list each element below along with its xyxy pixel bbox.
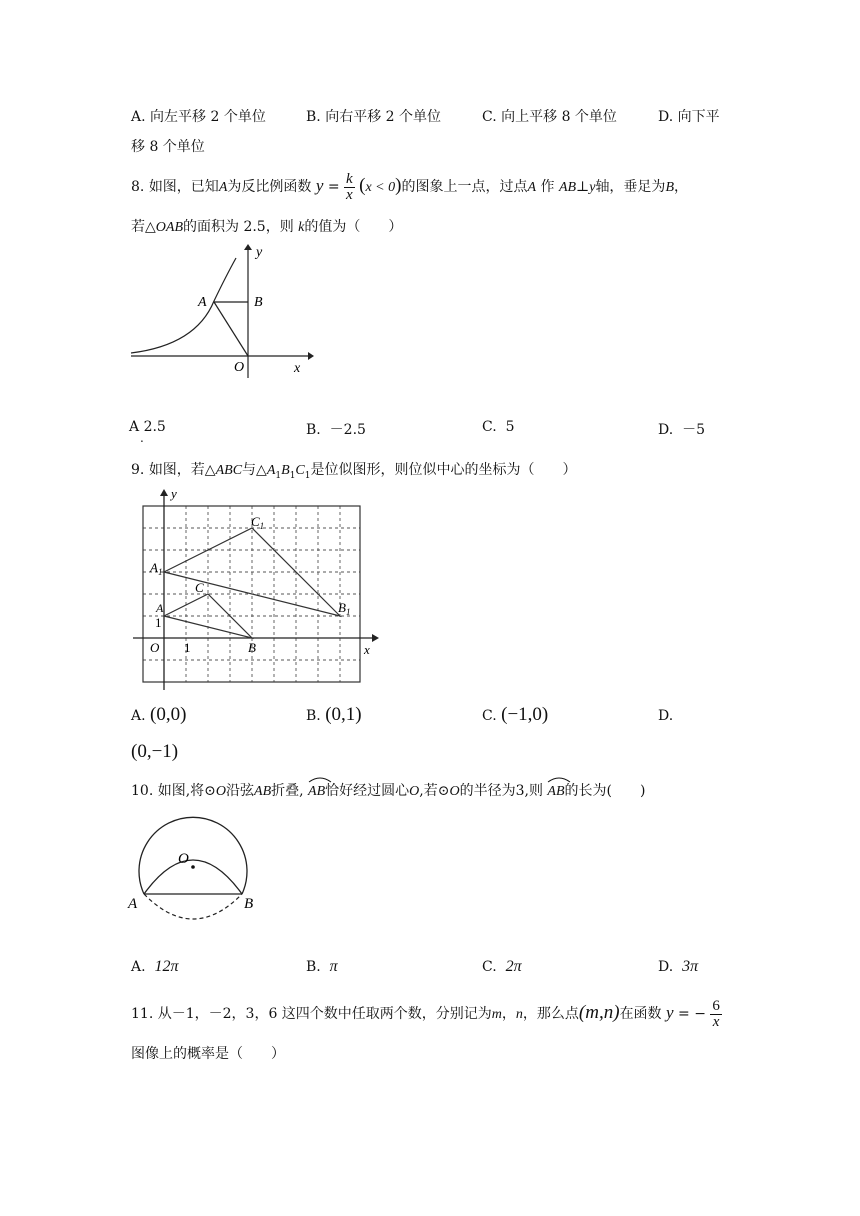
q9-label-c1: $C_1$ bbox=[251, 514, 265, 531]
q9-label-o: O bbox=[150, 640, 160, 655]
q8-hyperbola-curve bbox=[131, 258, 236, 353]
q9-label-one-x: 1 bbox=[184, 640, 191, 655]
q7-option-b: B. 向右平移 2 个单位 bbox=[306, 109, 442, 125]
q8-label-o: O bbox=[234, 360, 245, 375]
q10-arc-ab-2: AB bbox=[547, 780, 564, 803]
q11-stem-line2: 图像上的概率是（ ） bbox=[131, 1046, 285, 1062]
q9-figure bbox=[128, 484, 388, 696]
q9-y-arrow bbox=[160, 489, 168, 496]
q8-stem-line1: 8. 如图，已知A为反比例函数 y = $\frac{k}{x}$ (x < 0)的图象上一点，过点A 作 AB⊥y轴，垂足为B， bbox=[131, 170, 688, 203]
q11-stem-line1: 11. 从－1，－2，3，6 这四个数中任取两个数，分别记为m，n，那么点(m,n)在函数 y = − $\frac{6}{x}$ bbox=[131, 997, 720, 1030]
q8-segment-ao bbox=[214, 302, 248, 356]
q9-label-b1: $B_1$ bbox=[338, 600, 351, 617]
q10-option-d: D. 3π bbox=[658, 958, 699, 975]
q9-option-b: B. (0,1) bbox=[306, 704, 362, 725]
q9-label-b: B bbox=[248, 640, 256, 655]
q7-option-c: C. 向上平移 8 个单位 bbox=[482, 109, 617, 125]
q9-label-a1: $A_1$ bbox=[150, 560, 163, 577]
q8-option-d: D. －5 bbox=[658, 422, 706, 438]
q10-label-a: A bbox=[128, 896, 138, 912]
q10-figure bbox=[124, 808, 274, 928]
q10-label-o: O bbox=[178, 851, 189, 867]
q8-y-arrow bbox=[244, 244, 252, 250]
q9-label-c: C bbox=[195, 580, 204, 595]
q7-option-d-continuation: 移 8 个单位 bbox=[131, 139, 205, 155]
q8-label-x: x bbox=[294, 361, 301, 376]
q9-stem: 9. 如图，若△ABC与$\triangle A_1B_1C_1$是位似图形，则位似中心的坐标为（ ） bbox=[131, 462, 577, 481]
q8-option-b: B. －2.5 bbox=[306, 422, 366, 438]
q10-option-b: B. π bbox=[306, 958, 338, 975]
q8-label-a: A bbox=[198, 295, 207, 310]
q9-label-x: x bbox=[364, 642, 370, 657]
q9-label-one-y: 1 bbox=[155, 615, 162, 630]
q10-circle-minor-arc-dashed bbox=[144, 894, 242, 919]
q10-label-b: B bbox=[244, 896, 254, 912]
q8-label-b: B bbox=[254, 295, 263, 310]
q9-option-d-value: (0,−1) bbox=[131, 741, 179, 762]
q9-label-a: A bbox=[156, 601, 164, 615]
q8-option-c: C. 5 bbox=[482, 419, 515, 435]
q8-x-arrow bbox=[308, 352, 314, 360]
q9-option-c: C. (−1,0) bbox=[482, 704, 549, 725]
q10-folded-arc bbox=[144, 860, 242, 894]
q8-stem-line2: 若△OAB的面积为 2.5，则 k的值为（ ） bbox=[131, 219, 403, 235]
q10-stem: 10. 如图,将⊙O沿弦AB折叠, AB恰好经过圆心O,若⊙O的半径为3,则 AB的长为( ) bbox=[131, 780, 645, 803]
q10-option-a: A. 12π bbox=[131, 958, 179, 975]
q9-option-a: A. (0,0) bbox=[131, 704, 187, 725]
q8-label-y: y bbox=[256, 245, 263, 260]
q10-center-point bbox=[191, 865, 195, 869]
q11-fraction: $\frac{6}{x}$ bbox=[712, 997, 720, 1030]
q9-label-y: y bbox=[171, 486, 177, 501]
q10-circle-major-arc bbox=[139, 817, 247, 894]
q10-arc-ab-1: AB bbox=[308, 780, 325, 803]
q7-option-a: A. 向左平移 2 个单位 bbox=[131, 109, 266, 125]
q8-fraction: $\frac{k}{x}$ bbox=[346, 170, 353, 203]
q8-figure bbox=[126, 240, 316, 380]
q10-option-c: C. 2π bbox=[482, 958, 522, 975]
q7-option-d: D. 向下平 bbox=[658, 109, 720, 125]
q8-option-a: A 2.5 . bbox=[129, 419, 166, 445]
q9-x-arrow bbox=[372, 634, 379, 642]
q9-option-d: D. bbox=[658, 708, 674, 724]
